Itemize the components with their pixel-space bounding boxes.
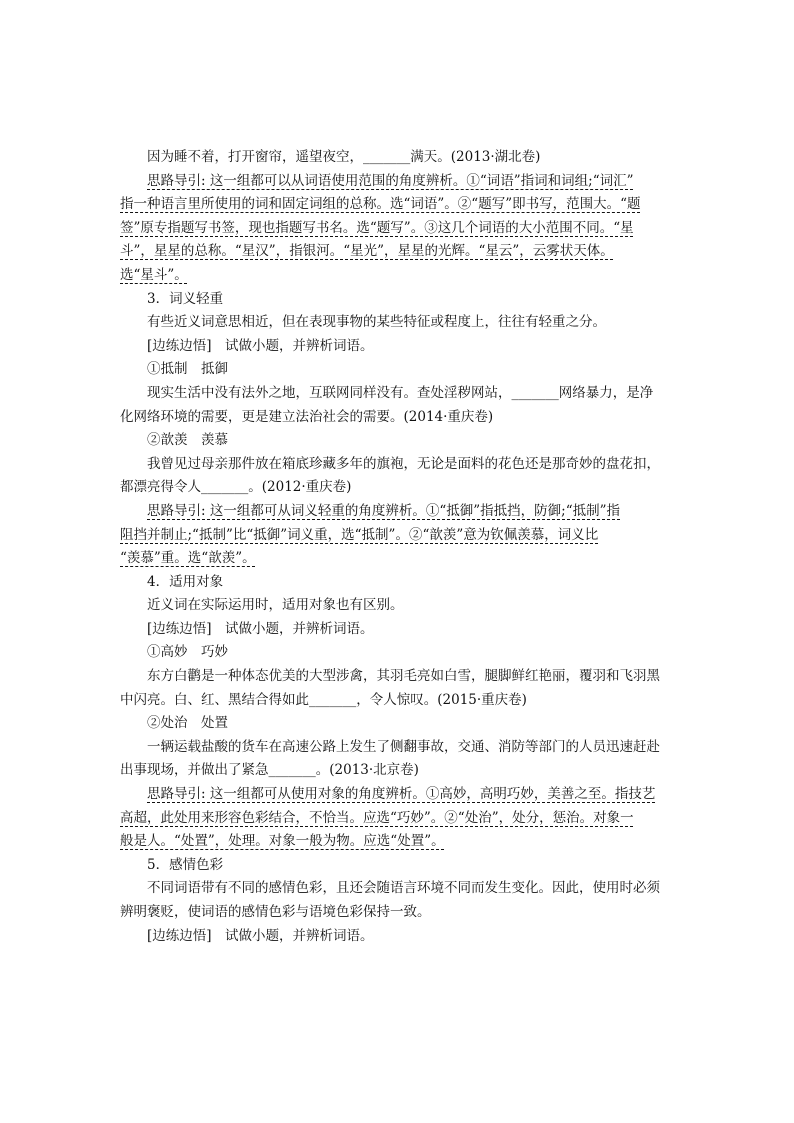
section-description: 不同词语带有不同的感情色彩，且还会随语言环境不同而发生变化。因此，使用时必须	[147, 880, 660, 897]
question-text: 出事现场，并做出了紧急_______。(2013·北京卷)	[120, 762, 419, 779]
practice-label: [边练边悟] 试做小题，并辨析词语。	[147, 337, 374, 354]
guide-line: “羡慕”重。选“歆羡”。	[120, 550, 256, 567]
section-heading: 3．词义轻重	[147, 290, 224, 307]
section-heading: 5．感情色彩	[147, 856, 224, 873]
guide-line: 斗”，星星的总称。“星汉”，指银河。“星光”，星星的光辉。“星云”，云雾状天体。	[120, 243, 614, 260]
question-title: ①高妙 巧妙	[147, 644, 228, 661]
guide-line: 思路导引: 这一组都可从使用对象的角度辨析。①高妙，高明巧妙，美善之至。指技艺	[147, 786, 656, 803]
question-text: 我曾见过母亲那件放在箱底珍藏多年的旗袍，无论是面料的花色还是那奇妙的盘花扣，	[147, 455, 660, 472]
question-title: ②歆羡 羡慕	[147, 432, 228, 449]
section-description: 辨明褒贬，使词语的感情色彩与语境色彩保持一致。	[120, 904, 431, 920]
question-text: 东方白鹳是一种体态优美的大型涉禽，其羽毛亮如白雪，腿脚鲜红艳丽，覆羽和飞羽黑	[147, 668, 660, 685]
guide-line: 阻挡并制止;“抵制”比“抵御”词义重，选“抵制”。②“歆羡”意为钦佩羡慕，词义比	[120, 526, 599, 543]
guide-line: 思路导引: 这一组都可以从词语使用范围的角度辨析。①“词语”指词和词组;“词汇”	[147, 172, 634, 189]
guide-line: 签”原专指题写书签，现也指题写书名。选“题写”。③这几个词语的大小范围不同。“星	[120, 219, 634, 236]
section-description: 近义词在实际运用时，适用对象也有区别。	[147, 597, 404, 614]
question-text: 都漂亮得令人_______。(2012·重庆卷)	[120, 479, 352, 496]
document-page	[120, 146, 680, 948]
practice-label: [边练边悟] 试做小题，并辨析词语。	[147, 927, 374, 944]
question-text: 现实生活中没有法外之地，互联网同样没有。查处淫秽网站，_______网络暴力，是净	[147, 384, 654, 401]
practice-label: [边练边悟] 试做小题，并辨析词语。	[147, 620, 374, 637]
question-text: 化网络环境的需要，更是建立法治社会的需要。(2014·重庆卷)	[120, 408, 494, 425]
section-heading: 4．适用对象	[147, 573, 224, 590]
example-sentence: 因为睡不着，打开窗帘，遥望夜空，_______满天。(2013·湖北卷)	[147, 149, 541, 165]
guide-line: 思路导引: 这一组都可从词义轻重的角度辨析。①“抵御”指抵挡，防御;“抵制”指	[147, 502, 620, 519]
section-description: 有些近义词意思相近，但在表现事物的某些特征或程度上，往往有轻重之分。	[147, 314, 606, 331]
guide-line: 般是人。“处置”，处理。对象一般为物。应选“处置”。	[120, 833, 445, 850]
guide-line: 选“星斗”。	[120, 266, 188, 283]
question-title: ①抵制 抵御	[147, 361, 228, 378]
guide-line: 指一种语言里所使用的词和固定词组的总称。选“词语”。②“题写”即书写，范围大。“题	[120, 196, 641, 213]
guide-line: 高超，此处用来形容色彩结合，不恰当。应选“巧妙”。②“处治”，处分，惩治。对象一	[120, 809, 634, 826]
question-text: 中闪亮。白、红、黑结合得如此_______，令人惊叹。(2015·重庆卷)	[120, 691, 527, 708]
question-text: 一辆运载盐酸的货车在高速公路上发生了侧翻事故，交通、消防等部门的人员迅速赶赴	[147, 738, 660, 755]
question-title: ②处治 处置	[147, 715, 228, 732]
